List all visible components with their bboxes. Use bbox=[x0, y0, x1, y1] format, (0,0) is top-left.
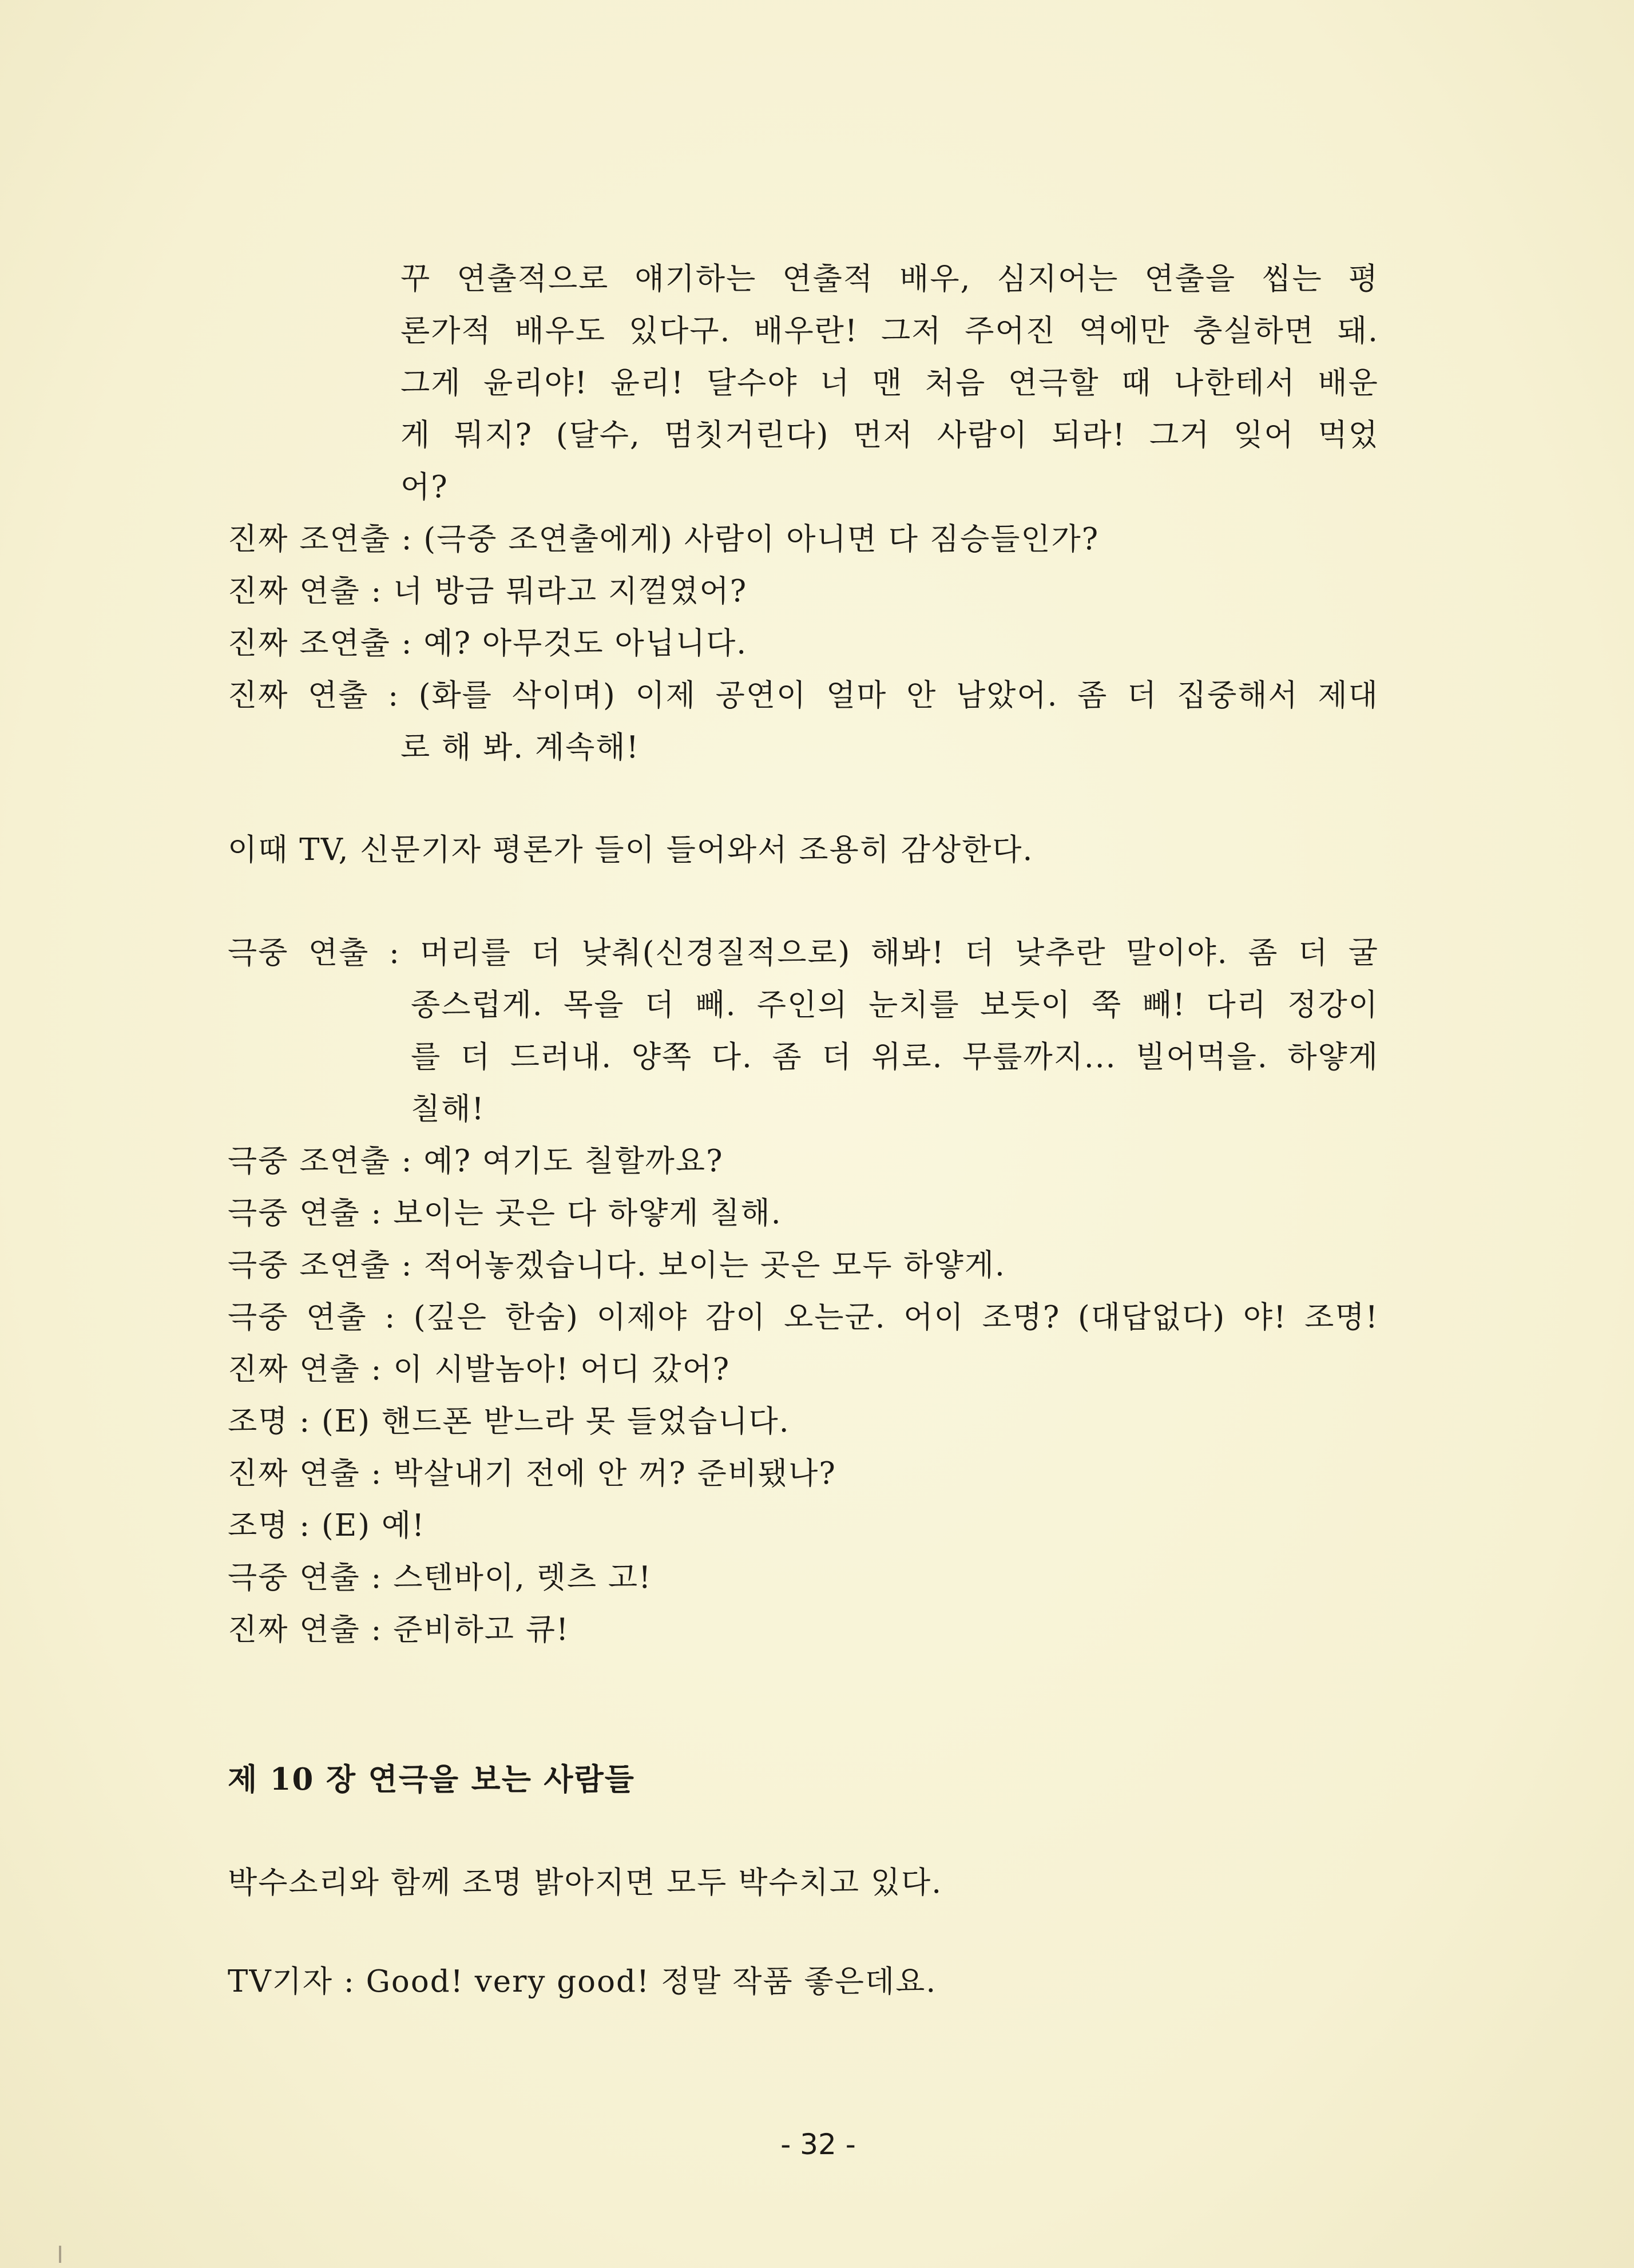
page-number: - 32 - bbox=[780, 2128, 856, 2161]
dialogue-continuation-line: 게 뭐지? (달수, 멈칫거린다) 먼저 사람이 되라! 그거 잊어 먹었 bbox=[400, 418, 1379, 453]
dialogue-line: 극중 조연출 : 예? 여기도 칠할까요? bbox=[228, 1144, 724, 1179]
dialogue-continuation-line: 를 더 드러내. 양쪽 다. 좀 더 위로. 무릎까지... 빌어먹을. 하얗게 bbox=[411, 1040, 1379, 1074]
dialogue-line: 극중 조연출 : 적어놓겠습니다. 보이는 곳은 모두 하얗게. bbox=[228, 1248, 1006, 1283]
dialogue-line: 극중 연출 : (깊은 한숨) 이제야 감이 오는군. 어이 조명? (대답없다) 야! 조명! bbox=[228, 1300, 1379, 1335]
dialogue-line: 진짜 연출 : 박살내기 전에 안 꺼? 준비됐나? bbox=[228, 1456, 836, 1491]
dialogue-line: 진짜 연출 : 준비하고 큐! bbox=[228, 1612, 570, 1647]
dialogue-line: 진짜 연출 : 이 시발놈아! 어디 갔어? bbox=[228, 1352, 731, 1387]
stage-direction: 박수소리와 함께 조명 밝아지면 모두 박수치고 있다. bbox=[228, 1865, 943, 1900]
dialogue-line: 진짜 연출 : 너 방금 뭐라고 지껄였어? bbox=[228, 574, 748, 609]
dialogue-line: 극중 연출 : 보이는 곳은 다 하얗게 칠해. bbox=[228, 1196, 782, 1231]
dialogue-line: 조명 : (E) 핸드폰 받느라 못 들었습니다. bbox=[228, 1404, 790, 1439]
stage-direction: 이때 TV, 신문기자 평론가 들이 들어와서 조용히 감상한다. bbox=[228, 832, 1034, 867]
scene-heading: 제 10 장 연극을 보는 사람들 bbox=[228, 1762, 635, 1797]
dialogue-continuation-line: 종스럽게. 목을 더 빼. 주인의 눈치를 보듯이 쭉 빼! 다리 정강이 bbox=[411, 988, 1379, 1022]
dialogue-continuation-line: 그게 윤리야! 윤리! 달수야 너 맨 처음 연극할 때 나한테서 배운 bbox=[400, 366, 1379, 401]
dialogue-continuation-line: 로 해 봐. 계속해! bbox=[400, 730, 640, 765]
dialogue-line: 극중 연출 : 머리를 더 낮춰(신경질적으로) 해봐! 더 낮추란 말이야. 좀 더 굴 bbox=[228, 935, 1379, 970]
dialogue-line: 조명 : (E) 예! bbox=[228, 1508, 426, 1543]
dialogue-continuation-line: 론가적 배우도 있다구. 배우란! 그저 주어진 역에만 충실하면 돼. bbox=[400, 314, 1379, 348]
scan-artifact bbox=[59, 2246, 61, 2263]
dialogue-line: 진짜 조연출 : 예? 아무것도 아닙니다. bbox=[228, 626, 748, 661]
dialogue-line: 진짜 연출 : (화를 삭이며) 이제 공연이 얼마 안 남았어. 좀 더 집중해서 제대 bbox=[228, 678, 1379, 713]
dialogue-line: 진짜 조연출 : (극중 조연출에게) 사람이 아니면 다 짐승들인가? bbox=[228, 522, 1100, 557]
dialogue-line: TV기자 : Good! very good! 정말 작품 좋은데요. bbox=[228, 1964, 937, 1999]
dialogue-line: 극중 연출 : 스텐바이, 렛츠 고! bbox=[228, 1560, 652, 1595]
dialogue-continuation-line: 어? bbox=[400, 470, 449, 505]
dialogue-continuation-line: 칠해! bbox=[411, 1092, 485, 1127]
dialogue-continuation-line: 꾸 연출적으로 얘기하는 연출적 배우, 심지어는 연출을 씹는 평 bbox=[400, 261, 1379, 296]
